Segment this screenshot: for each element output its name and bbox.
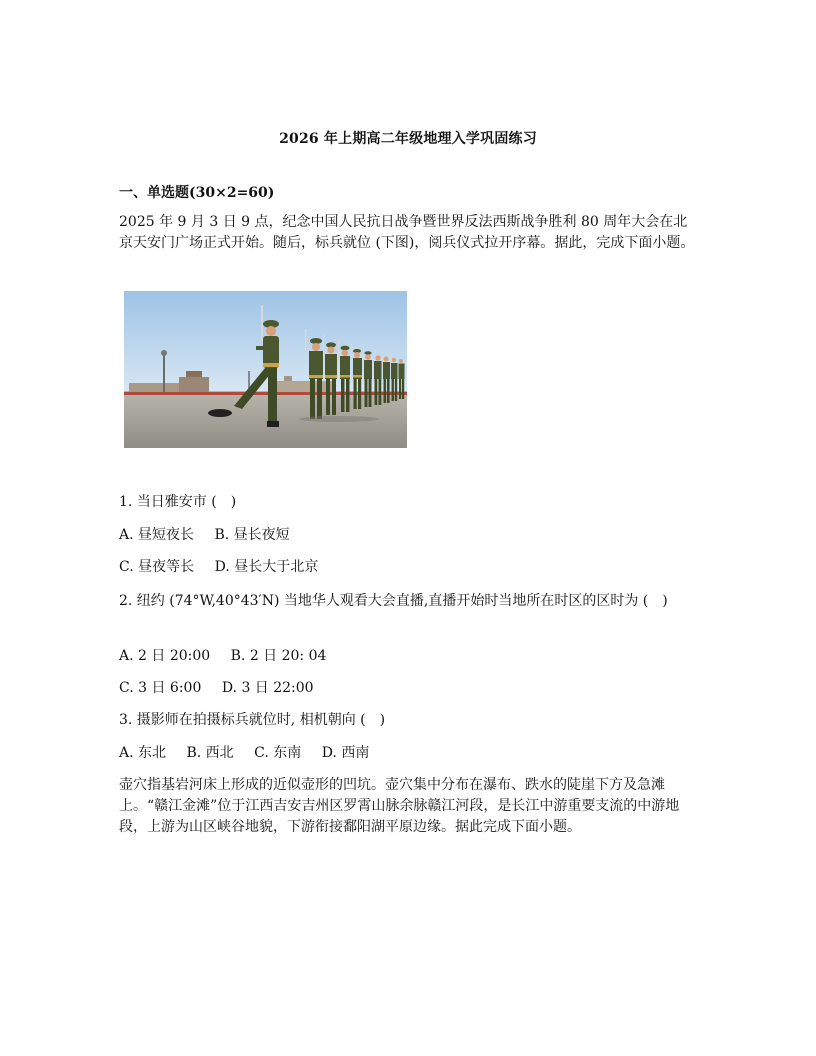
section-heading: 一、单选题(30×2=60) <box>119 185 275 201</box>
q2-option-b[interactable]: B. 2 日 20: 04 <box>230 648 327 664</box>
q1-option-a[interactable]: A. 昼短夜长 <box>119 527 195 543</box>
intro-paragraph-1: 2025 年 9 月 3 日 9 点，纪念中国人民抗日战争暨世界反法西斯战争胜利 80 周年大会在北京天安门广场正式开始。随后，标兵就位 (下图)，阅兵仪式拉开序幕。据此，完成下面小题。 <box>119 214 695 251</box>
q2-option-d[interactable]: D. 3 日 22:00 <box>221 680 314 696</box>
q2-option-a[interactable]: A. 2 日 20:00 <box>119 648 211 664</box>
page-title: 2026 年上期高二年级地理入学巩固练习 <box>279 131 537 147</box>
question-2-options-row-2 <box>119 678 314 698</box>
question-3-stem: 3. 摄影师在拍摄标兵就位时, 相机朝向 ( ) <box>119 712 386 728</box>
question-2-options-row-1 <box>119 646 326 666</box>
question-3-options-row <box>119 743 369 763</box>
question-1-options-row-1 <box>119 525 290 545</box>
q3-option-c[interactable]: C. 东南 <box>254 745 302 761</box>
q1-option-b[interactable]: B. 昼长夜短 <box>214 527 290 543</box>
question-1-stem: 1. 当日雅安市 ( ) <box>119 494 237 510</box>
q3-option-d[interactable]: D. 西南 <box>321 745 370 761</box>
question-2-stem: 2. 纽约 (74°W,40°43′N) 当地华人观看大会直播,直播开始时当地所在时区的区时为 ( ) <box>119 593 668 609</box>
intro-paragraph-2: 壶穴指基岩河床上形成的近似壶形的凹坑。壶穴集中分布在瀑布、跌水的陡崖下方及急滩上。“赣江金滩”位于江西吉安吉州区罗霄山脉余脉赣江河段，是长江中游重要支流的中游地段，上游为山区峡谷地貌，下游衔接鄱阳湖平原边缘。据此完成下面小题。 <box>119 777 680 835</box>
honor-guard-photo <box>124 291 407 448</box>
q3-option-a[interactable]: A. 东北 <box>119 745 167 761</box>
q3-option-b[interactable]: B. 西北 <box>186 745 234 761</box>
question-1-options-row-2 <box>119 557 318 577</box>
q1-option-c[interactable]: C. 昼夜等长 <box>119 559 195 575</box>
q2-option-c[interactable]: C. 3 日 6:00 <box>119 680 202 696</box>
q1-option-d[interactable]: D. 昼长大于北京 <box>214 559 319 575</box>
